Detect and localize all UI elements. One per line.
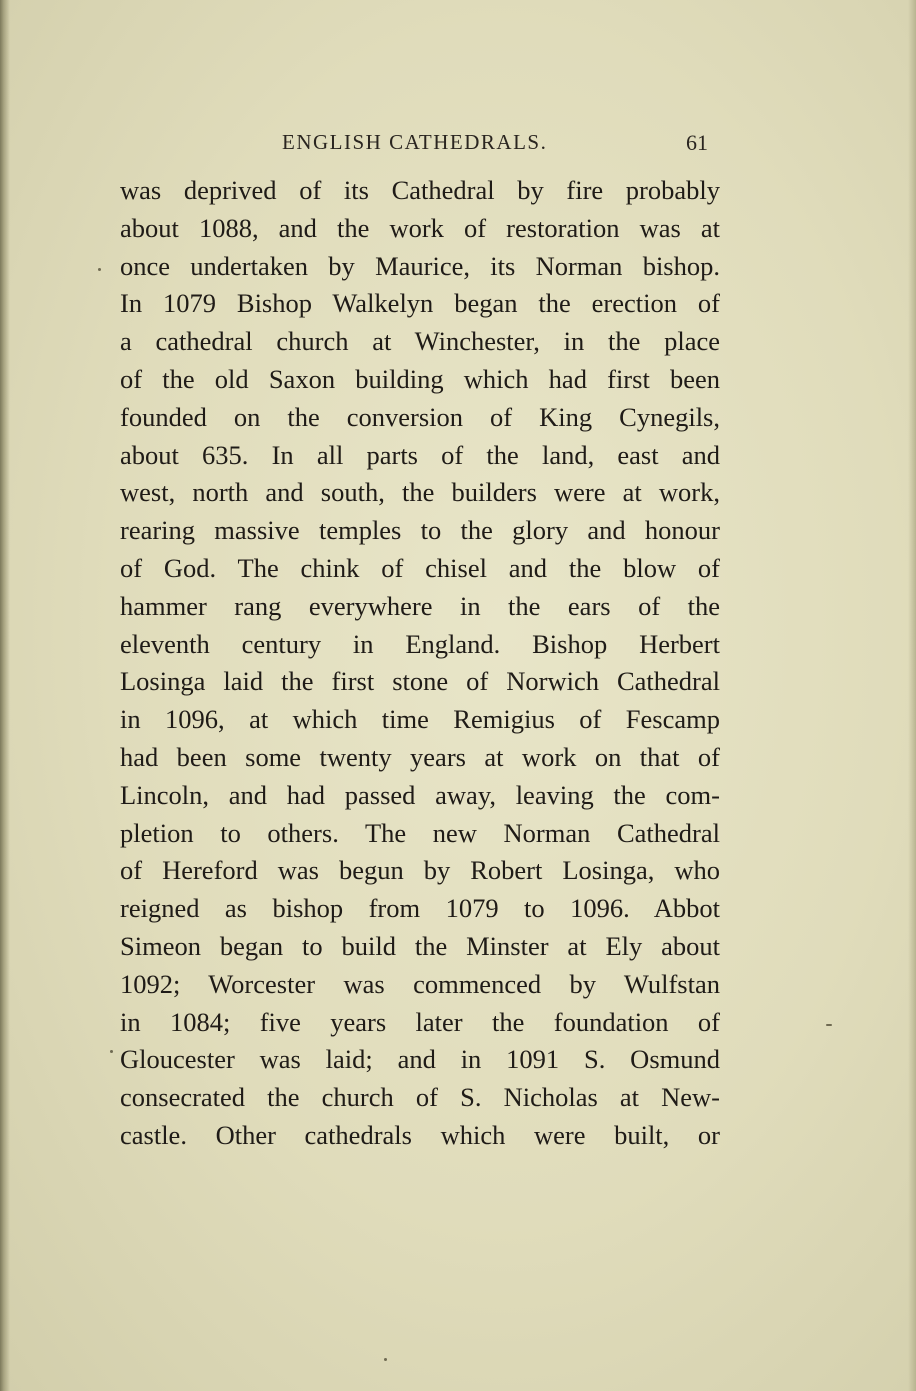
text-line: rearing massive temples to the glory and honour [120, 515, 720, 546]
text-line: Losinga laid the first stone of Norwich Cathedral [120, 666, 720, 697]
text-line: once undertaken by Maurice, its Norman bishop. [120, 250, 720, 281]
text-line: Lincoln, and had passed away, leaving the com- [120, 779, 720, 810]
paper-speck [110, 1050, 113, 1053]
text-line: in 1096, at which time Remigius of Fescamp [120, 704, 720, 735]
text-line: reigned as bishop from 1079 to 1096. Abbot [120, 893, 720, 924]
text-line: in 1084; five years later the foundation of [120, 1006, 720, 1037]
text-line: Simeon began to build the Minster at Ely about [120, 930, 720, 961]
body-text [120, 172, 720, 1155]
text-line: of Hereford was begun by Robert Losinga, who [120, 855, 720, 886]
text-line: was deprived of its Cathedral by fire probably [120, 175, 720, 205]
text-line: of God. The chink of chisel and the blow of [120, 552, 720, 583]
text-line: a cathedral church at Winchester, in the place [120, 326, 720, 357]
text-line: had been some twenty years at work on that of [120, 741, 720, 772]
text-line: about 1088, and the work of restoration was at [120, 212, 720, 243]
text-line: pletion to others. The new Norman Cathedral [120, 817, 720, 848]
text-line: In 1079 Bishop Walkelyn began the erection of [120, 288, 720, 319]
text-line: 1092; Worcester was commenced by Wulfstan [120, 968, 720, 999]
text-line: eleventh century in England. Bishop Herbert [120, 628, 720, 659]
paper-speck [98, 268, 101, 271]
text-line: founded on the conversion of King Cynegils, [120, 401, 720, 432]
page-edge [908, 0, 916, 1391]
text-line: Gloucester was laid; and in 1091 S. Osmund [120, 1044, 720, 1075]
text-line: hammer rang everywhere in the ears of the [120, 590, 720, 621]
text-line: of the old Saxon building which had first been [120, 363, 720, 394]
paper-speck [826, 1024, 832, 1026]
page-gutter-shadow [0, 0, 10, 1391]
text-line: about 635. In all parts of the land, east and [120, 439, 720, 470]
page-number: 61 [686, 130, 708, 155]
running-head-title: ENGLISH CATHEDRALS. [282, 130, 548, 154]
text-line: consecrated the church of S. Nicholas at New- [120, 1082, 720, 1113]
text-line: castle. Other cathedrals which were built, or [120, 1119, 720, 1150]
running-head [120, 130, 720, 160]
paper-speck [384, 1358, 387, 1361]
text-line: west, north and south, the builders were at work, [120, 477, 720, 508]
